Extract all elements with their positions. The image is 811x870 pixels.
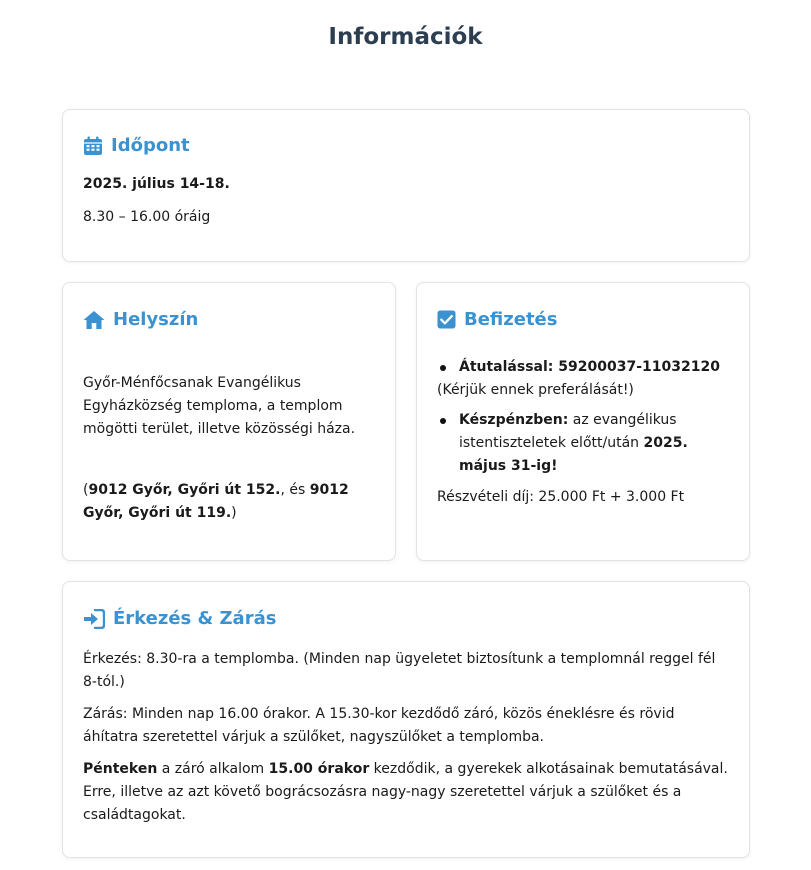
card-idopont: [62, 109, 750, 262]
calendar-icon: [83, 136, 103, 156]
payment-list: [437, 356, 729, 379]
participation-fee: Részvételi díj: 25.000 Ft + 3.000 Ft: [437, 489, 685, 505]
payment-note: (Kérjük ennek preferálását!): [437, 382, 634, 398]
closing-text: Zárás: Minden nap 16.00 órakor. A 15.30-kor kezdődő záró, közös éneklésre és rövid áhítatra szeretettel várjuk a szülőket, nagyszülőket a templomba.: [83, 706, 675, 745]
befizetes-heading: [437, 309, 729, 330]
idopont-date: 2025. július 14-18.: [83, 176, 230, 192]
address-1: 9012 Győr, Győri út 152.: [88, 482, 281, 498]
erkezes-heading: [83, 608, 729, 629]
befizetes-title: Befizetés: [464, 309, 558, 330]
home-icon: [83, 310, 105, 330]
friday-text: Pénteken a záró alkalom 15.00 órakor kezdődik, a gyerekek alkotásainak bemutatásával. Erre, illetve az azt követő bográcsozásra nagy-nagy szeretettel várjuk a szülőket és a családtagokat.: [83, 761, 728, 823]
idopont-hours: 8.30 – 16.00 óráig: [83, 209, 211, 225]
helyszin-description: Győr-Ménfőcsanak Evangélikus Egyházközség temploma, a templom mögötti terület, illetve közösségi háza.: [83, 375, 356, 437]
page-title: Információk: [328, 24, 483, 50]
sign-in-icon: [83, 609, 105, 629]
helyszin-title: Helyszín: [113, 309, 199, 330]
payment-item-cash: Készpénzben: az evangélikus istentiszteletek előtt/után 2025. május 31-ig!: [437, 409, 729, 478]
erkezes-title: Érkezés & Zárás: [113, 608, 277, 629]
idopont-title: Időpont: [111, 135, 190, 156]
card-erkezes: [62, 581, 750, 858]
payment-list-2: [437, 409, 729, 478]
idopont-heading: [83, 135, 729, 156]
payment-item-transfer: Átutalással: 59200037-11032120: [437, 356, 729, 379]
helyszin-heading: [83, 309, 375, 330]
checkbox-icon: [437, 310, 456, 329]
address-2: 9012 Győr, Győri út 119.: [83, 482, 349, 521]
card-helyszin: [62, 282, 396, 561]
arrival-text: Érkezés: 8.30-ra a templomba. (Minden nap ügyeletet biztosítunk a templomnál reggel fél 8-tól.): [83, 651, 716, 690]
helyszin-address: (9012 Győr, Győri út 152., és 9012 Győr, Győri út 119.): [83, 482, 349, 521]
card-befizetes: [416, 282, 750, 561]
